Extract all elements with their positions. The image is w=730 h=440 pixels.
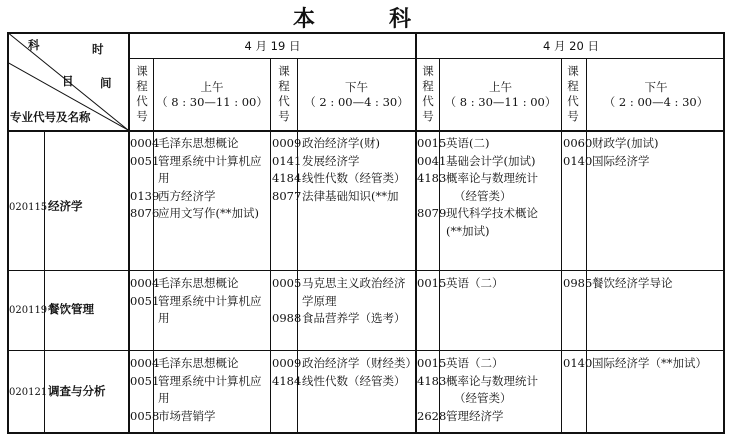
course-names-cell: 国际经济学（**加试） [592,356,707,370]
code-column-header: 课 程 代 号 [136,64,148,123]
session-header: 上午 （ 8 : 30—11 : 00） [444,80,557,109]
course-names-cell: 毛泽东思想概论 管理系统中计算机应 用 [158,276,262,325]
corner-label-jian: 间 [100,76,112,90]
corner-label-shi: 时 [92,42,104,56]
course-codes-cell: 0004 0051 0058 [130,356,160,423]
course-names-cell: 餐饮经济学导论 [592,276,673,290]
course-codes-cell: 0004 0051 0139 8076 [130,136,160,220]
major-name: 经济学 [48,199,83,213]
major-name: 调查与分析 [48,384,106,398]
major-code: 020121 [9,387,48,398]
course-codes-cell: 0015 0041 4183 8079 [417,136,447,220]
code-column-header: 课 程 代 号 [278,64,290,123]
session-header: 下午 （ 2 : 00—4 : 30） [304,80,409,109]
corner-label-mu: 目 [62,74,74,88]
major-code: 020115 [9,202,48,213]
course-names-cell: 财政学(加试) 国际经济学 [592,136,659,168]
course-codes-cell: 0985 [563,276,593,290]
course-names-cell: 英语（二） 概率论与数理统计 （经管类） 管理经济学 [446,356,538,423]
course-names-cell: 英语（二） [446,276,504,290]
course-codes-cell: 0004 0051 [130,276,160,308]
session-header: 下午 （ 2 : 00—4 : 30） [603,80,709,109]
course-codes-cell: 0140 [563,356,593,370]
code-column-header: 课 程 代 号 [422,64,434,123]
course-names-cell: 马克思主义政治经济 学原理 食品营养学（选考） [302,276,406,325]
corner-label-ke: 科 [28,38,40,52]
course-names-cell: 毛泽东思想概论 管理系统中计算机应 用 西方经济学 应用文写作(**加试) [158,136,262,220]
course-codes-cell: 0015 4183 2628 [417,356,447,423]
date-header-apr19: 4 月 19 日 [244,39,301,53]
major-name: 餐饮管理 [48,302,94,316]
course-names-cell: 政治经济学(财) 发展经济学 线性代数（经管类） 法律基础知识(**加 [302,136,406,203]
course-codes-cell: 0009 0141 4184 8077 [272,136,302,203]
session-header: 上午 （ 8 : 30—11 : 00） [156,80,268,109]
date-header-apr20: 4 月 20 日 [543,39,599,53]
corner-label-major: 专业代号及名称 [10,110,91,124]
page-title: 本 科 [292,7,437,32]
course-codes-cell: 0015 [417,276,447,290]
course-codes-cell: 0009 4184 [272,356,302,388]
course-codes-cell: 0005 0988 [272,276,302,325]
major-code: 020119 [9,305,48,316]
course-codes-cell: 0060 0140 [563,136,593,168]
course-names-cell: 毛泽东思想概论 管理系统中计算机应 用 市场营销学 [158,356,262,423]
code-column-header: 课 程 代 号 [567,64,579,123]
course-names-cell: 政治经济学（财经类） 线性代数（经管类） [302,356,417,388]
course-names-cell: 英语(二) 基础会计学(加试) 概率论与数理统计 （经管类） 现代科学技术概论 (**加试) [446,136,538,238]
